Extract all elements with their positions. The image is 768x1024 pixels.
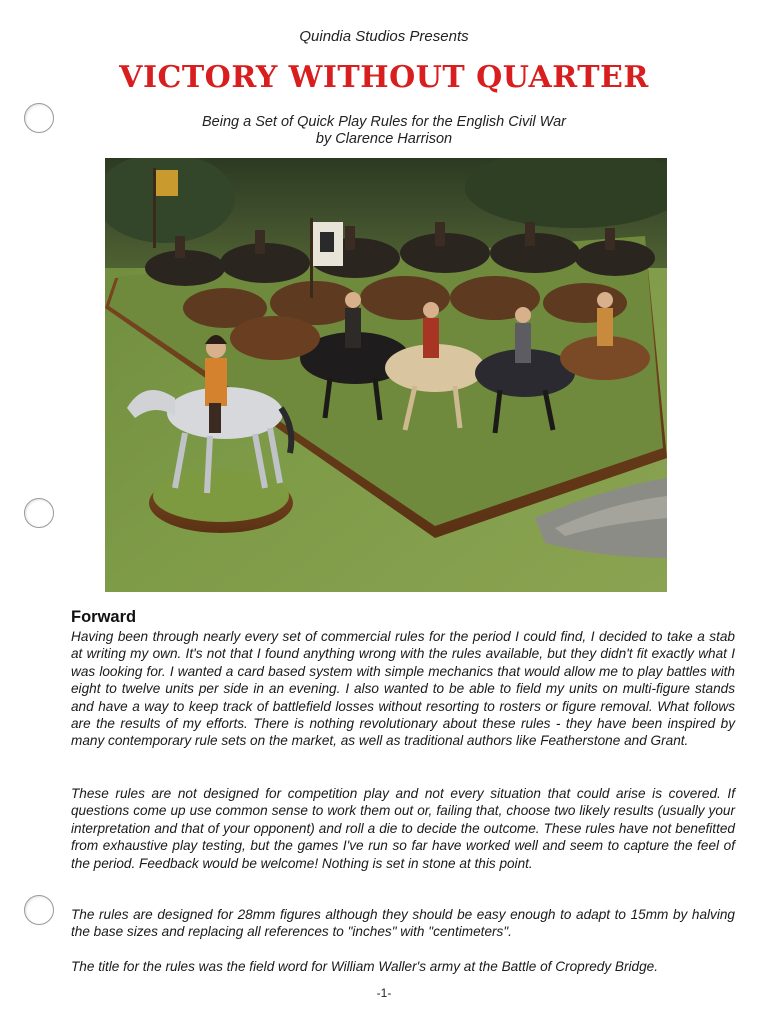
document-subtitle [0,114,768,148]
forward-paragraph: These rules are not designed for competition play and not every situation that could arise is covered. If questions come up use common sense to work them out or, failing that, choose two likely results (usually your interpretation and that of your opponent) and roll a die to decide the outcome. These rules have not benefitted from exhaustive play testing, but the games I've run so far have worked well and seem to capture the feel of the period. Feedback would be welcome! Nothing is set in stone at this point. [71,786,735,871]
forward-paragraph: The rules are designed for 28mm figures although they should be easy enough to adapt to 15mm by halving the base sizes and replacing all references to "inches" with "centimeters". [71,907,735,940]
section-heading-forward: Forward [71,608,137,626]
page-number: -1- [376,986,392,1000]
cavalry-miniatures-photo [105,158,667,592]
forward-paragraph: The title for the rules was the field word for William Waller's army at the Battle of Cropredy Bridge. [71,959,658,974]
author-line: by Clarence Harrison [315,131,453,147]
document-title: VICTORY WITHOUT QUARTER [119,60,649,95]
forward-paragraph: Having been through nearly every set of commercial rules for the period I could find, I decided to take a stab at writing my own. It's not that I found anything wrong with the rules available, but they didn't fit exactly what I was looking for. I wanted a card based system with simple mechanics that would allow me to play battles with eight to twelve units per side in an evening. I also wanted to be able to field my units on multi-figure stands and have a way to keep track of battlefield losses without resorting to rosters or figure removal. What follows are the results of my efforts. There is nothing revolutionary about these rules - they have been inspired by many contemporary rule sets on the market, as well as traditional authors like Featherstone and Grant. [71,629,735,749]
binder-hole-bottom [24,895,54,925]
presenter-line: Quindia Studios Presents [299,28,469,45]
binder-hole-middle [24,498,54,528]
subtitle-line: Being a Set of Quick Play Rules for the English Civil War [201,114,566,130]
